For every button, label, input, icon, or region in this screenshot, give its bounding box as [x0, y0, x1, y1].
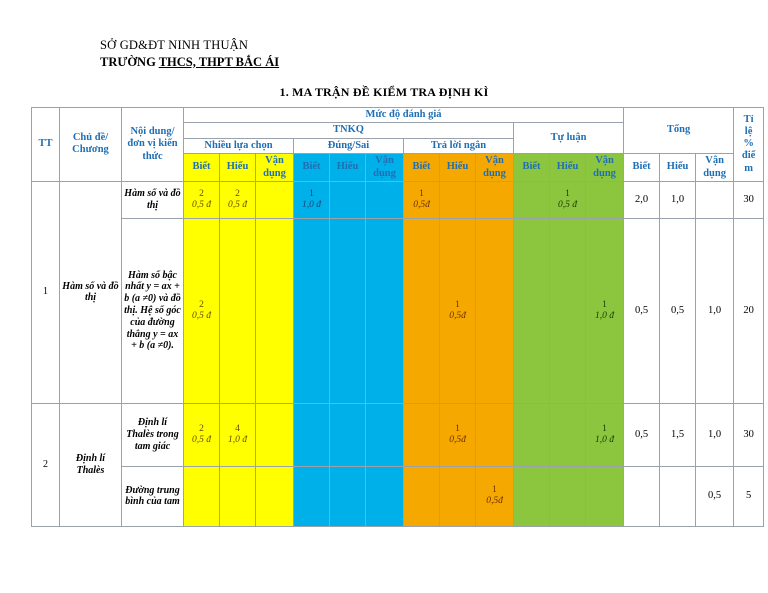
school-name-underlined: THCS, THPT BẮC ÁI — [158, 54, 280, 69]
cell-ds-van-dung — [366, 181, 404, 218]
value-points: 0,5 đ — [192, 434, 211, 445]
cell-noi-dung: Hàm số bậc nhất y = ax + b (a ≠0) và đồ thị. Hệ số góc của đường thẳng y = ax + b (a ≠0). — [122, 218, 184, 403]
letterhead — [100, 38, 279, 70]
ti-le-line-3: % — [743, 138, 754, 150]
value-count: 1 — [602, 423, 607, 434]
cell-ds-hieu — [330, 181, 366, 218]
cell-noi-dung: Hàm số và đồ thị — [122, 181, 184, 218]
header-sa-biet: Biết — [404, 154, 440, 182]
cell-sa-van-dung — [476, 218, 514, 403]
cell-mc-biet — [184, 466, 220, 526]
header-ds-biet: Biết — [294, 154, 330, 182]
cell-ti-le: 20 — [734, 218, 764, 403]
value-points: 0,5đ — [449, 310, 466, 321]
cell-tong-biet: 0,5 — [624, 403, 660, 466]
cell-mc-biet — [184, 218, 220, 403]
header-tnkq: TNKQ — [184, 123, 514, 138]
school-name-prefix: TRƯỜNG — [100, 54, 159, 69]
cell-sa-biet — [404, 466, 440, 526]
cell-sa-van-dung — [476, 403, 514, 466]
header-dung-sai: Đúng/Sai — [294, 138, 404, 153]
header-tong-van-dung: Vận dụng — [696, 154, 734, 182]
cell-mc-hieu — [220, 218, 256, 403]
cell-mc-biet — [184, 403, 220, 466]
cell-ti-le: 5 — [734, 466, 764, 526]
page-title: 1. MA TRẬN ĐỀ KIỂM TRA ĐỊNH KÌ — [279, 85, 489, 99]
cell-mc-van-dung — [256, 466, 294, 526]
exam-matrix-table — [31, 107, 764, 527]
value-points: 1,0 đ — [228, 434, 247, 445]
value-count: 1 — [309, 188, 314, 199]
cell-ds-biet — [294, 181, 330, 218]
cell-sa-biet — [404, 218, 440, 403]
table-row — [32, 466, 764, 526]
table-row — [32, 218, 764, 403]
cell-sa-hieu — [440, 218, 476, 403]
cell-noi-dung: Đường trung bình của tam — [122, 466, 184, 526]
cell-essay-biet — [514, 218, 550, 403]
cell-tong-biet — [624, 466, 660, 526]
cell-mc-van-dung — [256, 218, 294, 403]
cell-mc-van-dung — [256, 181, 294, 218]
header-tra-loi-ngan: Trả lời ngắn — [404, 138, 514, 153]
cell-mc-hieu — [220, 466, 256, 526]
value-count: 1 — [419, 188, 424, 199]
value-count: 1 — [602, 299, 607, 310]
cell-essay-van-dung — [586, 403, 624, 466]
header-mc-hieu: Hiểu — [220, 154, 256, 182]
cell-essay-hieu — [550, 403, 586, 466]
header-ti-le-phan-tram-diem — [734, 108, 764, 182]
value-count: 1 — [455, 423, 460, 434]
value-points: 0,5đ — [413, 199, 430, 210]
value-points: 1,0 đ — [302, 199, 321, 210]
header-ds-hieu: Hiểu — [330, 154, 366, 182]
cell-sa-biet — [404, 181, 440, 218]
cell-tt: 2 — [32, 403, 60, 526]
cell-sa-hieu — [440, 403, 476, 466]
value-points: 0,5 đ — [192, 199, 211, 210]
cell-sa-biet — [404, 403, 440, 466]
header-tt: TT — [32, 108, 60, 182]
cell-essay-biet — [514, 181, 550, 218]
ti-le-line-5: m — [744, 162, 753, 174]
value-count: 2 — [235, 188, 240, 199]
cell-ds-hieu — [330, 403, 366, 466]
header-muc-do-danh-gia: Mức độ đánh giá — [184, 108, 624, 123]
cell-essay-hieu — [550, 466, 586, 526]
value-points: 0,5 đ — [192, 310, 211, 321]
cell-sa-van-dung — [476, 181, 514, 218]
matrix-table-container — [31, 107, 756, 527]
header-sa-van-dung: Vận dụng — [476, 154, 514, 182]
header-tu-luan: Tự luận — [514, 123, 624, 154]
cell-sa-hieu — [440, 466, 476, 526]
table-head — [32, 108, 764, 182]
table-row — [32, 403, 764, 466]
header-tong: Tổng — [624, 108, 734, 154]
cell-tong-hieu: 0,5 — [660, 218, 696, 403]
cell-mc-biet — [184, 181, 220, 218]
cell-tong-van-dung: 1,0 — [696, 403, 734, 466]
value-count: 2 — [199, 299, 204, 310]
cell-ti-le: 30 — [734, 181, 764, 218]
table-row — [32, 181, 764, 218]
header-ds-van-dung: Vận dụng — [366, 154, 404, 182]
cell-tong-hieu: 1,0 — [660, 181, 696, 218]
department-name: SỞ GD&ĐT NINH THUẬN — [100, 38, 249, 52]
header-chu-de: Chủ đề/ Chương — [60, 108, 122, 182]
cell-chu-de: Hàm số và đồ thị — [60, 181, 122, 403]
header-sa-hieu: Hiểu — [440, 154, 476, 182]
ti-le-line-1: Tỉ — [743, 114, 754, 126]
cell-ds-hieu — [330, 218, 366, 403]
cell-tt: 1 — [32, 181, 60, 403]
cell-noi-dung: Định lí Thalès trong tam giác — [122, 403, 184, 466]
cell-mc-van-dung — [256, 403, 294, 466]
header-mc-van-dung: Vận dụng — [256, 154, 294, 182]
cell-tong-van-dung: 0,5 — [696, 466, 734, 526]
cell-essay-van-dung — [586, 218, 624, 403]
value-points: 0,5 đ — [558, 199, 577, 210]
value-count: 2 — [199, 188, 204, 199]
cell-essay-hieu — [550, 181, 586, 218]
header-essay-biet: Biết — [514, 154, 550, 182]
cell-essay-biet — [514, 403, 550, 466]
cell-tong-biet: 2,0 — [624, 181, 660, 218]
cell-mc-hieu — [220, 181, 256, 218]
value-points: 1,0 đ — [595, 310, 615, 321]
cell-ds-van-dung — [366, 218, 404, 403]
header-tong-hieu: Hiểu — [660, 154, 696, 182]
cell-tong-hieu — [660, 466, 696, 526]
cell-tong-biet: 0,5 — [624, 218, 660, 403]
header-row-1 — [32, 108, 764, 123]
header-noi-dung: Nội dung/đơn vị kiến thức — [122, 108, 184, 182]
cell-essay-van-dung — [586, 466, 624, 526]
cell-mc-hieu — [220, 403, 256, 466]
cell-ds-biet — [294, 218, 330, 403]
cell-essay-hieu — [550, 218, 586, 403]
cell-essay-biet — [514, 466, 550, 526]
cell-ds-van-dung — [366, 466, 404, 526]
cell-tong-van-dung — [696, 181, 734, 218]
header-mc-biet: Biết — [184, 154, 220, 182]
header-essay-hieu: Hiểu — [550, 154, 586, 182]
cell-sa-van-dung — [476, 466, 514, 526]
value-count: 1 — [565, 188, 570, 199]
cell-ti-le: 30 — [734, 403, 764, 466]
cell-sa-hieu — [440, 181, 476, 218]
value-points: 0,5đ — [449, 434, 466, 445]
cell-chu-de: Định lí Thalès — [60, 403, 122, 526]
cell-ds-van-dung — [366, 403, 404, 466]
value-points: 0,5đ — [486, 496, 503, 507]
school-name — [100, 55, 279, 71]
cell-tong-van-dung: 1,0 — [696, 218, 734, 403]
value-points: 0,5 đ — [228, 199, 247, 210]
cell-ds-biet — [294, 466, 330, 526]
cell-ds-biet — [294, 403, 330, 466]
value-count: 1 — [492, 485, 497, 496]
cell-ds-hieu — [330, 466, 366, 526]
header-essay-van-dung: Vận dụng — [586, 154, 624, 182]
table-body — [32, 181, 764, 526]
header-tong-biet: Biết — [624, 154, 660, 182]
ti-le-line-4: điể — [741, 150, 756, 162]
value-count: 2 — [199, 423, 204, 434]
cell-tong-hieu: 1,5 — [660, 403, 696, 466]
value-points: 1,0 đ — [595, 434, 615, 445]
value-count: 4 — [235, 423, 240, 434]
cell-essay-van-dung — [586, 181, 624, 218]
value-count: 1 — [455, 299, 460, 310]
header-nhieu-lua-chon: Nhiều lựa chọn — [184, 138, 294, 153]
ti-le-line-2: lệ — [744, 126, 753, 138]
